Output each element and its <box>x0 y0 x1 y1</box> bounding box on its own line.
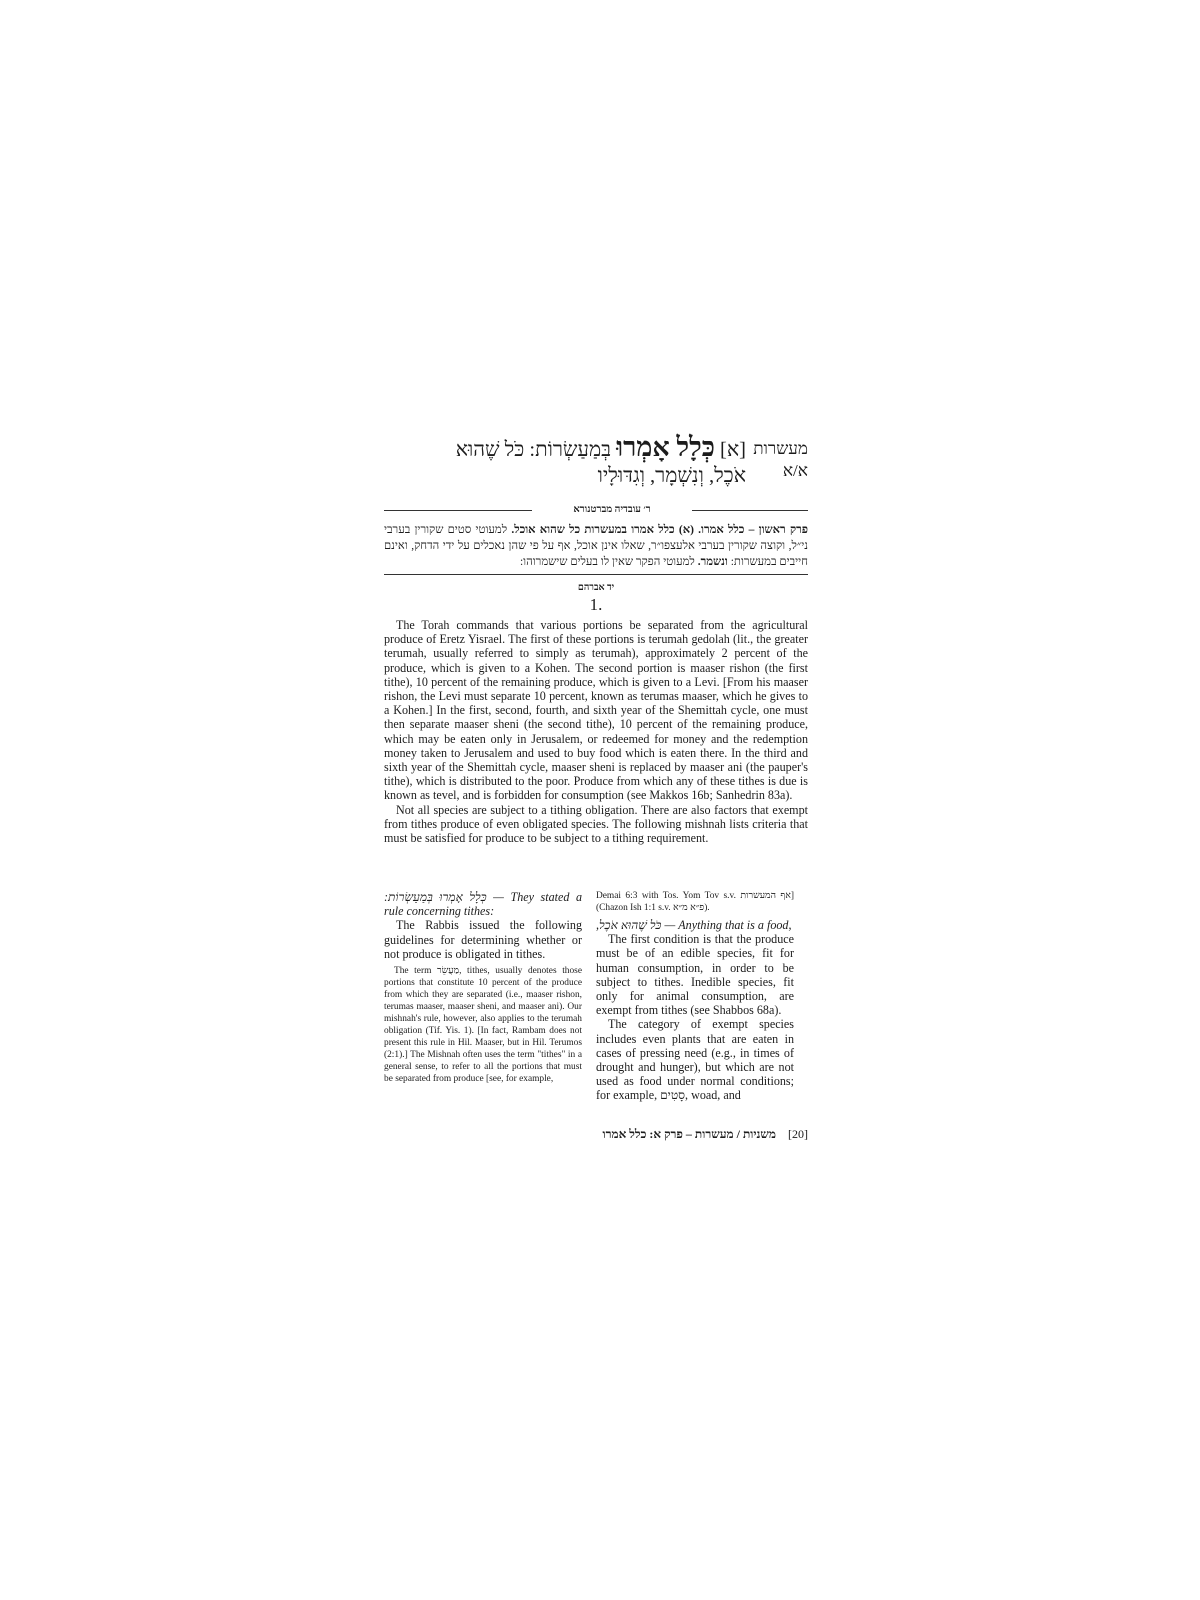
running-footer: משניות / מעשרות – פרק א: כלל אמרו <box>602 1127 776 1141</box>
bartenura-text-2: למעוטי הפקר שאין לו בעלים שישמרוהו: <box>519 556 695 568</box>
bartenura-title: ר׳ עובדיה מברטנורא <box>573 504 651 515</box>
intro-text <box>384 618 808 845</box>
bartenura-lemma: ונשמר. <box>697 556 728 568</box>
lemma-heading: כְּלָל אָמְרוּ בְּמַעַשְׂרוֹת: — They stated a rule concerning tithes: <box>384 890 582 919</box>
intro-paragraph-2: Not all species are subject to a tithing obligation. There are also factors that exempt from tithes produce of even obligated species. The following mishnah lists criteria that must be satisfied for produce to be subject to a tithing requirement. <box>384 802 808 846</box>
mishnah-text <box>382 434 746 489</box>
mishnah-section-number: 1. <box>589 595 603 614</box>
lemma-heading-2: כֹּל שֶׁהוּא אֹכֶל, — Anything that is a food, <box>596 918 792 932</box>
mishnah-number: [א] <box>720 439 746 461</box>
intro-paragraph-1: The Torah commands that various portions be separated from the agricultural produce of Eretz Yisrael. The first of these portions is terumah gedolah (lit., the greater terumah, usually referred to simply as terumah), approximately 2 percent of the produce, which is given to a Kohen. The second portion is maaser rishon (the first tithe), 10 percent of the remaining produce, which is given to a Levi. [From his maaser rishon, the Levi must separate 10 percent, known as terumas maaser, which he gives to a Kohen.] In the first, second, fourth, and sixth year of the Shemittah cycle, one must then separate maaser sheni (the second tithe), 10 percent of the remaining produce, which may be eaten only in Jerusalem, or redeemed for money and the redemption money taken to Jerusalem and used to buy food which is eaten there. In the third and sixth year of the Shemittah cycle, maaser sheni is replaced by maaser ani (the pauper's tithe), which is distributed to the poor. Produce from which any of these tithes is due is known as tevel, and is forbidden for consumption (see Makkos 16b; Sanhedrin 83a). <box>384 618 808 803</box>
mishnah-line2: אֹכֶל, וְנִשְׁמָר, וְגִדּוּלָיו <box>597 465 746 487</box>
mishnah-opening-words: כְּלָל אָמְרוּ <box>616 432 715 462</box>
mishnah-line1: בְּמַעַשְׂרוֹת: כֹּל שֶׁהוּא <box>455 439 612 461</box>
right-paragraph-1: The first condition is that the produce must be of an edible species, fit for human consumption, in order to be subject to tithes. Inedible species, fit only for animal consumption, are exempt from tithes (see Shabbos 68a). <box>596 932 794 1018</box>
commentary-left-column <box>384 890 582 1085</box>
bartenura-bottom-rule <box>384 574 808 575</box>
page-number: [20] <box>788 1127 808 1141</box>
right-footnote-continuation: Demai 6:3 with Tos. Yom Tov s.v. אף המעשרות] (Chazon Ish 1:1 s.v. פ״א מ״א). <box>596 891 794 913</box>
bartenura-commentary <box>384 522 808 570</box>
commentary-title: יד אברהם <box>577 583 615 593</box>
tractate-name: מעשרות <box>753 439 808 458</box>
right-paragraph-2: The category of exempt species includes even plants that are eaten in cases of pressing need (e.g., in times of drought and hunger), but which are not used as food under normal conditions; for example, סָטִים, woad, and <box>596 1017 794 1103</box>
bartenura-opening: פרק ראשון – כלל אמרו. (א) כלל אמרו במעשרות כל שהוא אוכל. <box>511 524 809 536</box>
title-rule-right <box>692 510 808 511</box>
bartenura-text: למעוטי סטים שקורין בערבי ני״ל, וקוצה שקורין בערבי אלעצפו״ר, שאלו אינן אוכל, אף על פי שהן נאכלים על ידי הדחק, ואינם חייבים במעשרות: <box>384 524 808 568</box>
left-paragraph: The Rabbis issued the following guidelines for determining whether or not produce is obligated in tithes. <box>384 918 582 961</box>
page-footer <box>384 1126 808 1142</box>
left-footnote: The term מַעֲשֵׂר, tithes, usually denotes those portions that constitute 10 percent of the produce from which they are separated (i.e., maaser rishon, terumas maaser, maaser sheni, and maaser ani). Our mishnah's rule, however, also applies to the terumah obligation (Tif. Yis. 1). [In fact, Rambam does not present this rule in Hil. Maaser, but in Hil. Terumos (2:1).] The Mishnah often uses the term "tithes" in a general sense, to refer to all the portions that must be separated from produce [see, for example, <box>384 966 582 1085</box>
chapter-mishnah-ref: א/א <box>782 461 808 480</box>
title-rule-left <box>384 510 532 511</box>
bartenura-title-rule <box>384 502 808 518</box>
commentary-right-column <box>596 890 794 1103</box>
book-page <box>384 432 809 1178</box>
